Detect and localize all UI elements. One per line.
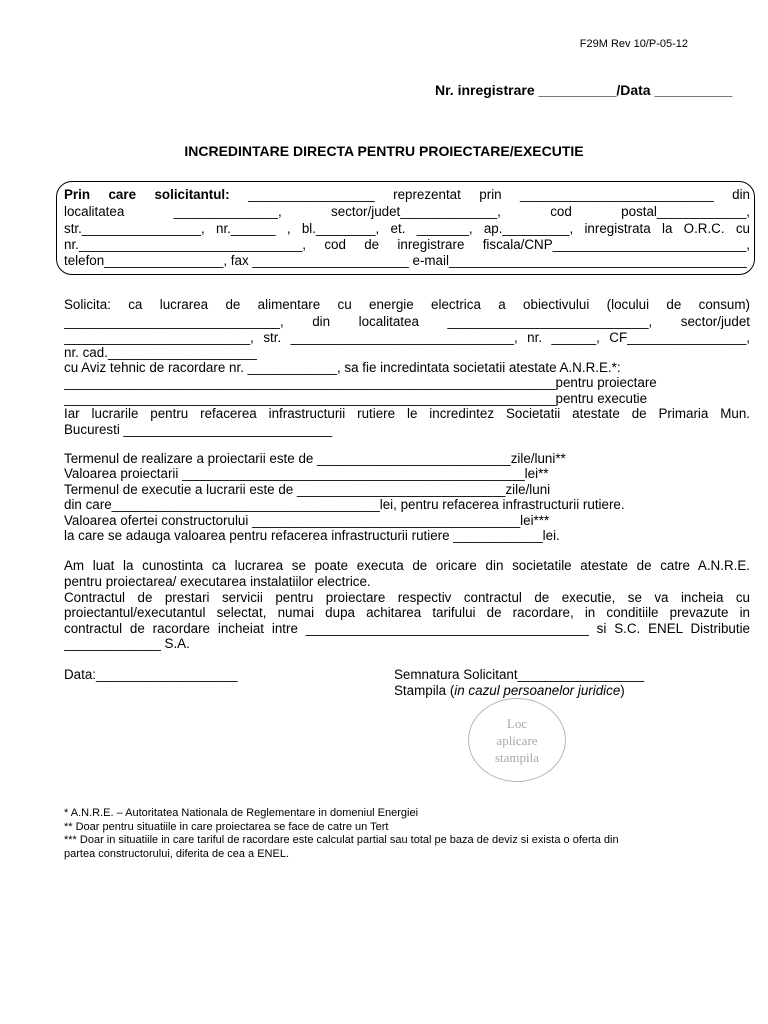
- ack-line-3: Contractul de prestari servicii pentru proiectare respectiv contractul de executie, se va incheia cu: [64, 590, 750, 605]
- applicant-line-4: nr.______________________________, cod de inregistrare fiscala/CNP__________________________,: [64, 237, 750, 252]
- ack-line-4: proiectantul/executantul selectat, numai dupa achitarea tarifului de racordare, in conditiile prevazute in: [64, 605, 750, 620]
- terms-line-1: Termenul de realizare a proiectarii este de __________________________zile/luni**: [64, 451, 566, 466]
- terms-line-5: Valoarea ofertei constructorului ____________________________________lei***: [64, 513, 550, 528]
- footnote-3: *** Doar in situatiile in care tariful de racordare este calculat partial sau total pe baza de deviz si exista o oferta din: [64, 834, 619, 846]
- stamp-text-3: stampila: [494, 749, 540, 765]
- request-line-3: _________________________, str. ______________________________, nr. ______, CF________________,: [64, 330, 750, 345]
- request-line-9: Bucuresti ____________________________: [64, 422, 333, 437]
- request-line-design: __________________________________________________________________pentru proiectare: [64, 375, 657, 390]
- footnote-2: ** Doar pentru situatiile in care proiectarea se face de catre un Tert: [64, 821, 389, 833]
- applicant-line-1-rest: _________________ reprezentat prin __________________________ din: [229, 187, 750, 202]
- request-line-8: Iar lucrarile pentru refacerea infrastructurii rutiere le incredintez Societatii atestate de Primaria Mun.: [64, 406, 750, 421]
- request-line-5: cu Aviz tehnic de racordare nr. ____________, sa fie incredintata societatii atestate A.N.R.E.*:: [64, 360, 621, 375]
- request-line-1: Solicita: ca lucrarea de alimentare cu energie electrica a obiectivului (locului de consum): [64, 297, 750, 312]
- ack-line-6: _____________ S.A.: [64, 636, 190, 651]
- applicant-line-2: localitatea ______________, sector/judet_____________, cod postal____________,: [64, 204, 750, 219]
- ack-line-2: pentru proiectarea/ executarea instalatiilor electrice.: [64, 574, 371, 589]
- stamp-line-italic: in cazul persoanelor juridice: [454, 683, 621, 698]
- request-line-4: nr. cad.____________________: [64, 345, 257, 360]
- stamp-line-suffix: ): [620, 683, 625, 698]
- applicant-line-3: str.________________, nr.______ , bl.________, et. _______, ap._________, inregistrata la O.R.C. cu: [64, 221, 750, 236]
- stamp-line: [394, 683, 724, 698]
- request-line-2: _____________________________, din localitatea ___________________________, sector/judet: [64, 314, 750, 329]
- form-code: F29M Rev 10/P-05-12: [579, 38, 688, 50]
- terms-line-6: la care se adauga valoarea pentru refacerea infrastructurii rutiere ____________lei.: [64, 528, 560, 543]
- ack-line-5: contractul de racordare incheiat intre ______________________________________ si S.C. ENEL Distributie: [64, 621, 750, 636]
- terms-line-4: din care____________________________________lei, pentru refacerea infrastructurii rutiere.: [64, 497, 625, 512]
- applicant-line-5: telefon________________, fax _____________________ e-mail________________________________________: [64, 253, 747, 268]
- ack-line-1: Am luat la cunostinta ca lucrarea se poate executa de oricare din societatile atestate de catre A.N.R.E.: [64, 558, 750, 573]
- stamp-text-1: Loc: [506, 715, 528, 731]
- footnote-1: * A.N.R.E. – Autoritatea Nationala de Reglementare in domeniul Energiei: [64, 807, 419, 819]
- request-line-execution: __________________________________________________________________pentru executie: [64, 391, 648, 406]
- terms-line-3: Termenul de executie a lucrarii este de ____________________________zile/luni: [64, 482, 551, 497]
- date-field: Data:___________________: [64, 667, 238, 682]
- stamp-line-prefix: Stampila (: [394, 683, 455, 698]
- stamp-placeholder-circle: [468, 698, 566, 782]
- applicant-line-1: [64, 187, 750, 203]
- footnote-4: partea constructorului, diferita de cea a ENEL.: [64, 848, 290, 860]
- stamp-text-2: aplicare: [496, 732, 538, 748]
- page-title: INCREDINTARE DIRECTA PENTRU PROIECTARE/EXECUTIE: [184, 143, 584, 159]
- applicant-label: Prin care solicitantul:: [64, 187, 230, 202]
- terms-line-2: Valoarea proiectarii ______________________________________________lei**: [64, 466, 549, 481]
- registration-line: Nr. inregistrare __________/Data __________: [435, 82, 733, 98]
- signature-field: Semnatura Solicitant_________________: [394, 667, 645, 682]
